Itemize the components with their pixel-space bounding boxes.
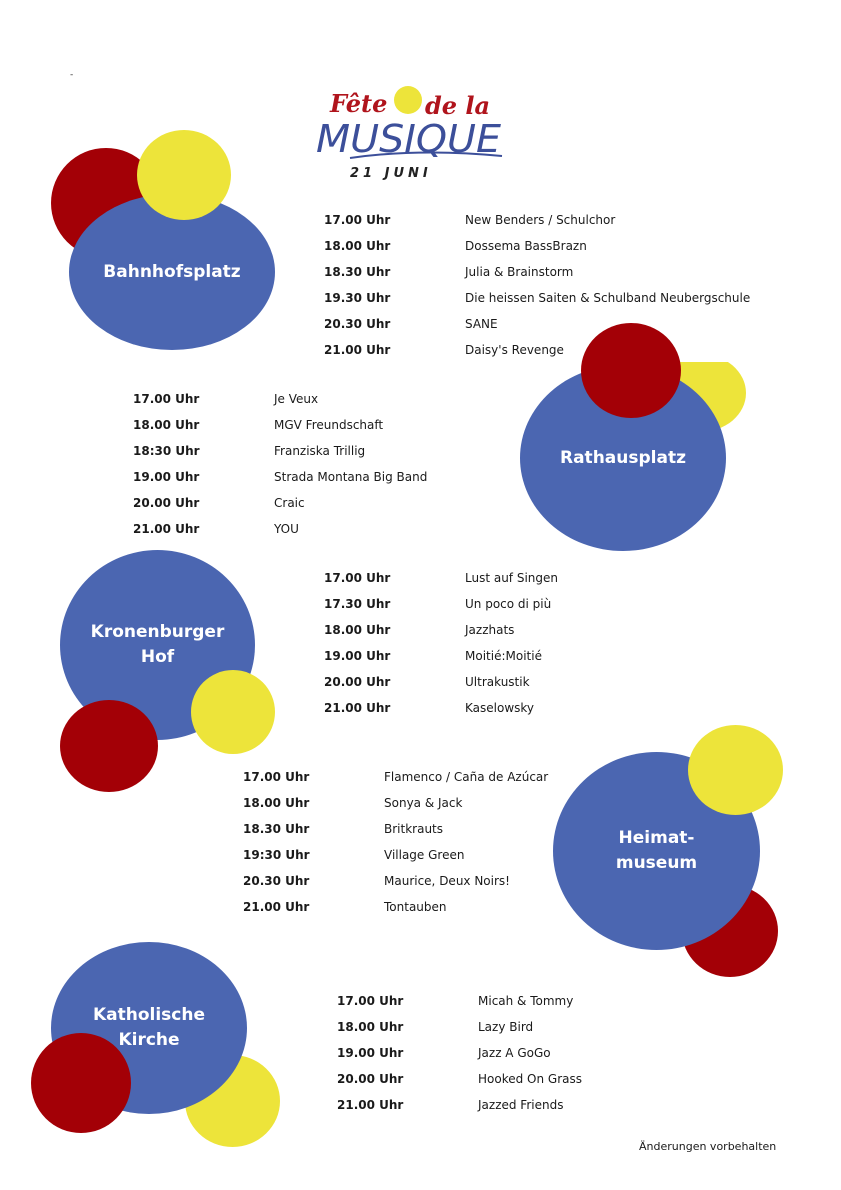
slot-act: Craic — [274, 496, 305, 510]
schedule-row — [324, 207, 804, 233]
page-mark: - — [70, 70, 74, 80]
schedule-heimatmuseum — [243, 764, 553, 920]
schedule-row — [337, 1014, 637, 1040]
slot-time: 19.00 Uhr — [133, 470, 200, 484]
slot-act: New Benders / Schulchor — [465, 213, 616, 227]
footer-note: Änderungen vorbehalten — [639, 1140, 777, 1153]
schedule-row — [337, 1040, 637, 1066]
schedule-row — [337, 988, 637, 1014]
schedule-row — [324, 591, 624, 617]
slot-act: Jazzhats — [465, 623, 515, 637]
decor-yellow-circle — [688, 725, 783, 815]
logo-musique-text: MUSIQUE — [316, 117, 501, 161]
slot-act: Maurice, Deux Noirs! — [384, 874, 510, 888]
schedule-row — [324, 311, 804, 337]
schedule-row — [243, 868, 553, 894]
venue-name: Katholische Kirche — [92, 1005, 206, 1050]
slot-act: Lust auf Singen — [465, 571, 559, 585]
slot-time: 21.00 Uhr — [337, 1098, 404, 1112]
slot-time: 17.00 Uhr — [324, 571, 391, 585]
schedule-row — [133, 412, 453, 438]
schedule-katholische-kirche — [337, 988, 637, 1118]
slot-time: 20.00 Uhr — [337, 1072, 404, 1086]
slot-time: 18.30 Uhr — [324, 265, 391, 279]
slot-time: 18.00 Uhr — [337, 1020, 404, 1034]
decor-yellow-circle — [191, 670, 275, 754]
schedule-row — [324, 643, 624, 669]
slot-act: Un poco di più — [465, 597, 552, 611]
slot-time: 21.00 Uhr — [133, 522, 200, 536]
slot-time: 21.00 Uhr — [243, 900, 310, 914]
slot-time: 20.00 Uhr — [133, 496, 200, 510]
slot-time: 18.00 Uhr — [324, 623, 391, 637]
logo-fete-text: Fête — [330, 89, 388, 118]
logo-date-text: 21 JUNI — [350, 166, 432, 181]
slot-act: Moitié:Moitié — [465, 649, 542, 663]
slot-time: 19:30 Uhr — [243, 848, 310, 862]
slot-act: Lazy Bird — [478, 1020, 534, 1034]
schedule-row — [133, 386, 453, 412]
slot-act: Ultrakustik — [465, 675, 530, 689]
slot-time: 20.30 Uhr — [243, 874, 310, 888]
slot-act: Julia & Brainstorm — [465, 265, 574, 279]
logo-sun-icon — [394, 86, 422, 114]
slot-time: 21.00 Uhr — [324, 701, 391, 715]
slot-act: Jazz A GoGo — [478, 1046, 551, 1060]
slot-act: Kaselowsky — [465, 701, 535, 715]
decor-red-circle — [60, 700, 158, 792]
schedule-row — [324, 259, 804, 285]
slot-time: 18.00 Uhr — [133, 418, 200, 432]
venue-name: Rathausplatz — [560, 447, 686, 468]
schedule-row — [133, 516, 453, 542]
slot-act: YOU — [274, 522, 299, 536]
slot-act: Village Green — [384, 848, 465, 862]
slot-time: 18.30 Uhr — [243, 822, 310, 836]
slot-time: 18:30 Uhr — [133, 444, 200, 458]
fete-de-la-musique-logo — [310, 82, 510, 182]
schedule-row — [324, 565, 624, 591]
schedule-row — [243, 842, 553, 868]
slot-time: 17.00 Uhr — [337, 994, 404, 1008]
schedule-row — [337, 1092, 637, 1118]
schedule-row — [324, 337, 804, 363]
slot-act: Dossema BassBrazn — [465, 239, 587, 253]
slot-act: Daisy's Revenge — [465, 343, 564, 357]
slot-time: 19.30 Uhr — [324, 291, 391, 305]
schedule-row — [243, 790, 553, 816]
slot-time: 18.00 Uhr — [324, 239, 391, 253]
venue-name: Heimat- museum — [615, 828, 698, 873]
slot-time: 17.00 Uhr — [243, 770, 310, 784]
slot-time: 20.00 Uhr — [324, 675, 391, 689]
slot-act: MGV Freundschaft — [274, 418, 384, 432]
schedule-row — [324, 617, 624, 643]
slot-act: Franziska Trillig — [274, 444, 366, 458]
slot-time: 19.00 Uhr — [337, 1046, 404, 1060]
slot-time: 17.00 Uhr — [324, 213, 391, 227]
slot-time: 17.30 Uhr — [324, 597, 391, 611]
slot-act: Je Veux — [274, 392, 319, 406]
schedule-rathausplatz — [133, 386, 453, 542]
slot-act: Britkrauts — [384, 822, 444, 836]
slot-time: 19.00 Uhr — [324, 649, 391, 663]
schedule-row — [133, 464, 453, 490]
schedule-row — [324, 669, 624, 695]
slot-act: Hooked On Grass — [478, 1072, 582, 1086]
decor-yellow-circle — [137, 130, 231, 220]
slot-time: 18.00 Uhr — [243, 796, 310, 810]
schedule-kronenburger-hof — [324, 565, 624, 721]
schedule-row — [324, 285, 804, 311]
schedule-row — [243, 764, 553, 790]
slot-time: 20.30 Uhr — [324, 317, 391, 331]
slot-act: Flamenco / Caña de Azúcar — [384, 770, 549, 784]
slot-act: Die heissen Saiten & Schulband Neubergschule — [465, 291, 751, 305]
schedule-row — [324, 233, 804, 259]
venue-name: Kronenburger Hof — [90, 622, 225, 667]
slot-act: Strada Montana Big Band — [274, 470, 428, 484]
decor-red-circle — [31, 1033, 131, 1133]
slot-act: Sonya & Jack — [384, 796, 463, 810]
slot-time: 21.00 Uhr — [324, 343, 391, 357]
slot-time: 17.00 Uhr — [133, 392, 200, 406]
schedule-row — [133, 490, 453, 516]
schedule-row — [324, 695, 624, 721]
schedule-bahnhofsplatz — [324, 207, 804, 363]
slot-act: Jazzed Friends — [478, 1098, 564, 1112]
schedule-row — [337, 1066, 637, 1092]
slot-act: SANE — [465, 317, 498, 331]
slot-act: Micah & Tommy — [478, 994, 574, 1008]
schedule-row — [243, 816, 553, 842]
schedule-row — [133, 438, 453, 464]
logo-dela-text: de la — [425, 91, 491, 120]
schedule-row — [243, 894, 553, 920]
venue-name: Bahnhofsplatz — [103, 261, 241, 282]
slot-act: Tontauben — [384, 900, 447, 914]
